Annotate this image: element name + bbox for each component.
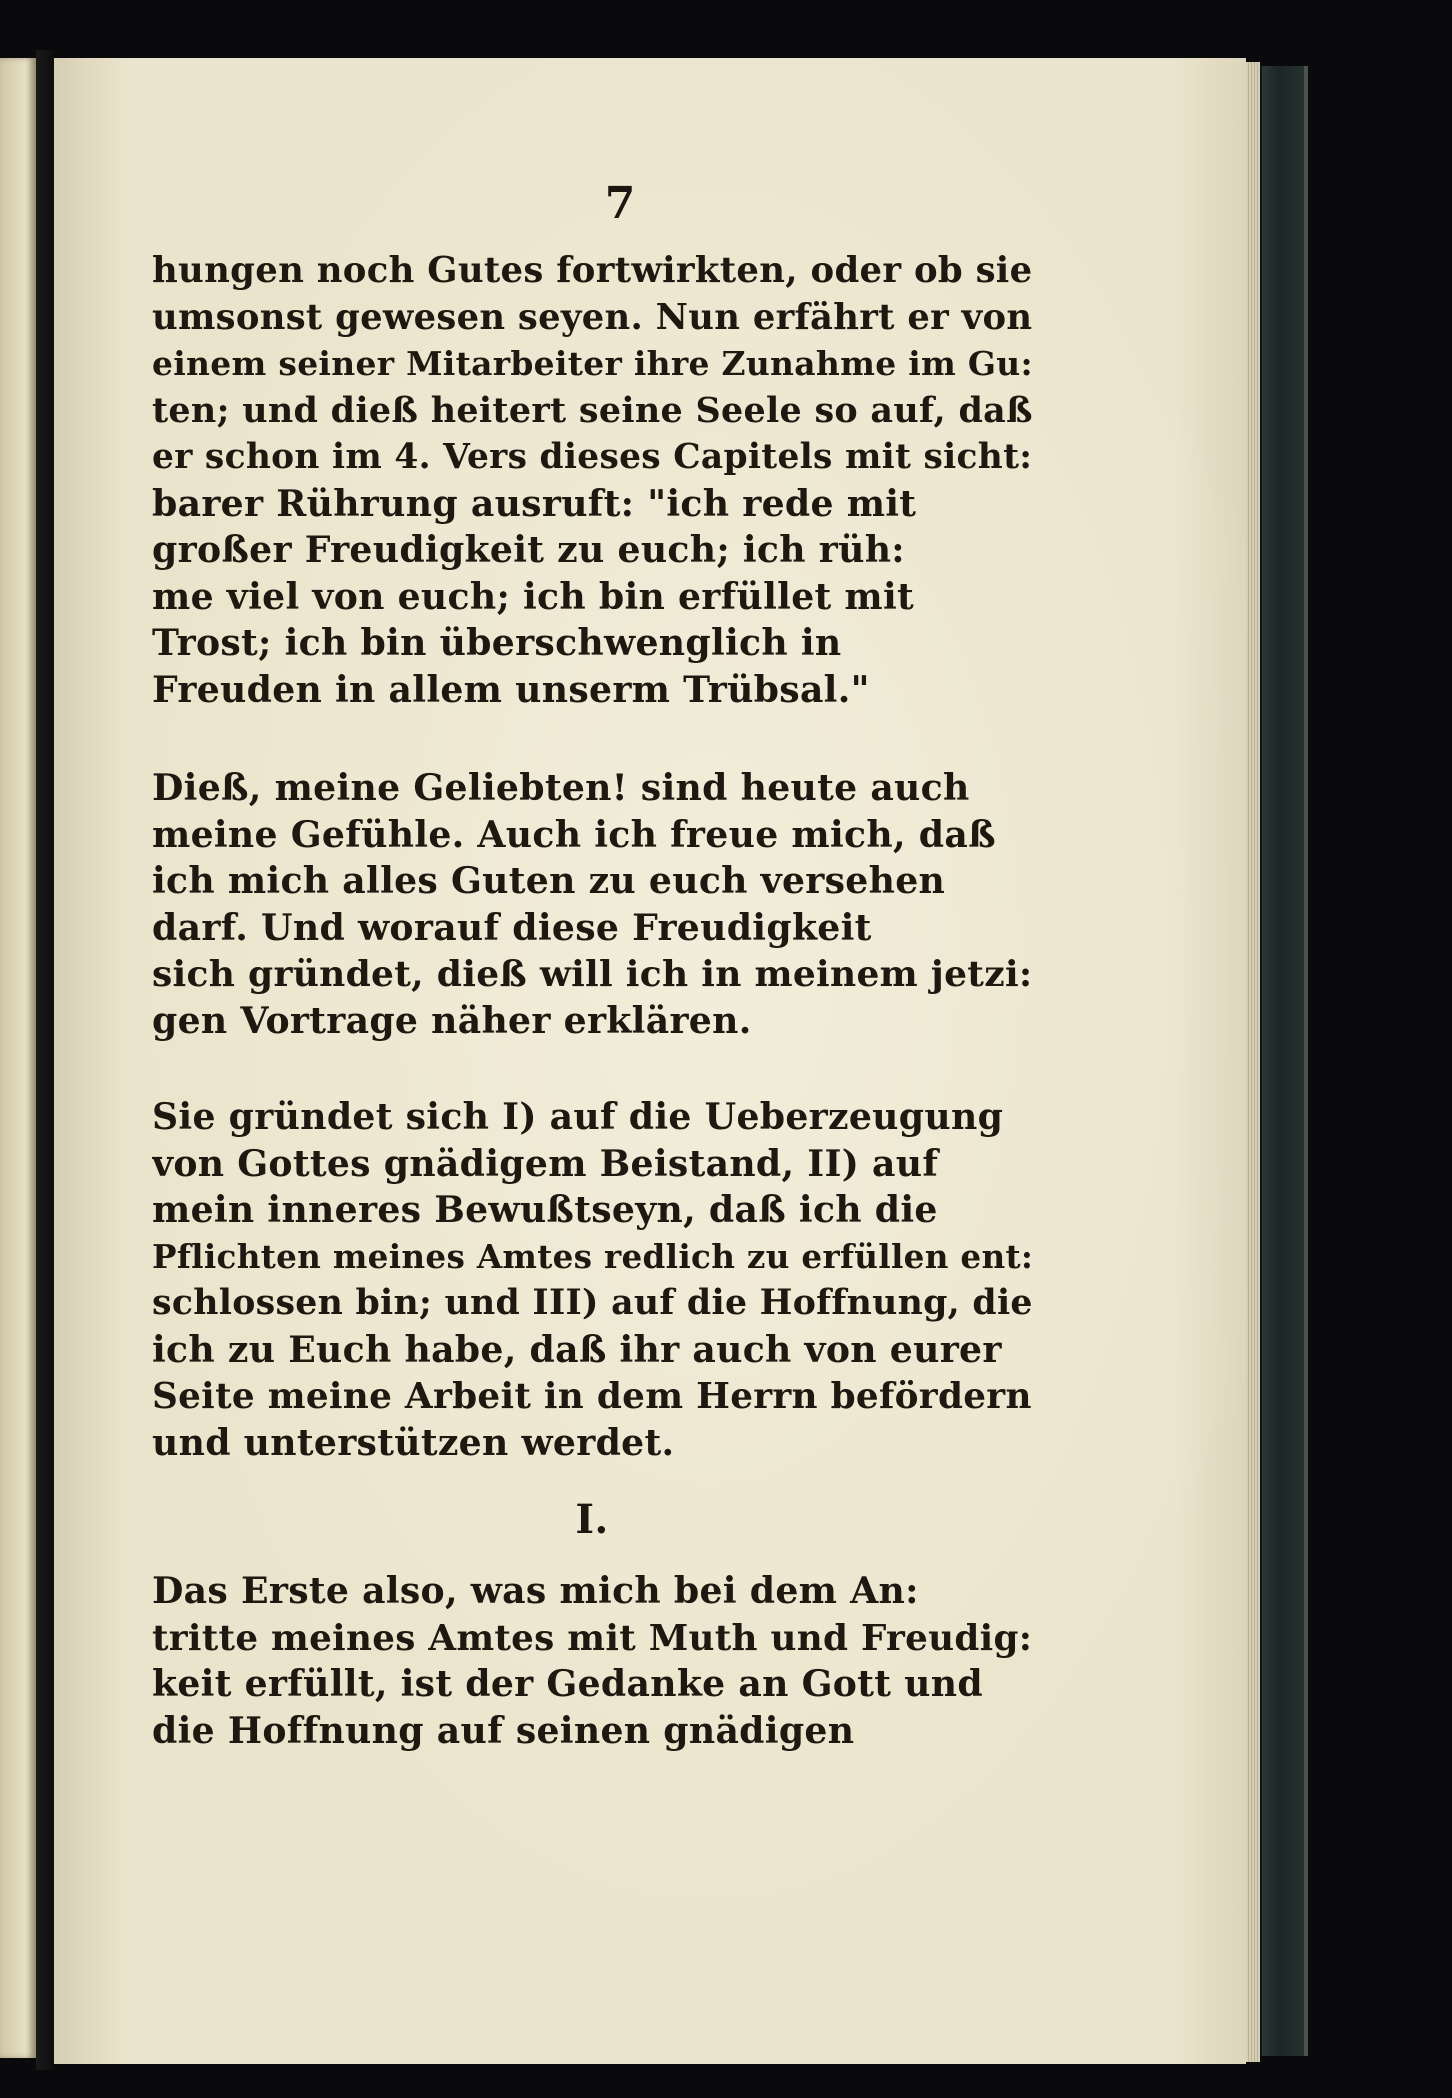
- paragraph-1: [152, 248, 1052, 713]
- text-line: keit erfüllt, ist der Gedanke an Gott und: [152, 1662, 983, 1705]
- text-line: Das Erste also, was mich bei dem An:: [152, 1569, 919, 1612]
- paragraph-gap: [152, 713, 1052, 737]
- text-line: hungen noch Gutes fortwirkten, oder ob sie: [152, 250, 1033, 291]
- text-line: meine Gefühle. Auch ich freue mich, daß: [152, 812, 996, 856]
- text-line: schlossen bin; und III) auf die Hoffnung, die: [152, 1282, 1033, 1323]
- text-line: mein inneres Bewußtseyn, daß ich die: [152, 1188, 938, 1231]
- text-line: barer Rührung ausruft: "ich rede mit: [152, 481, 917, 525]
- book-page: [54, 58, 1246, 2064]
- page-number: 7: [604, 178, 636, 229]
- text-line: die Hoffnung auf seinen gnädigen: [152, 1708, 855, 1752]
- text-line: umsonst gewesen seyen. Nun erfährt er von: [152, 296, 1033, 338]
- text-line: Seite meine Arbeit in dem Herrn befördern: [152, 1375, 1032, 1417]
- text-line: ich zu Euch habe, daß ihr auch von eurer: [152, 1327, 1002, 1371]
- book-gutter: [36, 50, 54, 2070]
- text-line: Freuden in allem unserm Trübsal.": [152, 667, 870, 711]
- section-heading: I.: [575, 1496, 609, 1543]
- text-line: tritte meines Amtes mit Muth und Freudig:: [152, 1616, 1033, 1659]
- text-line: Dieß, meine Geliebten! sind heute auch: [152, 766, 970, 809]
- book-cover: [1260, 66, 1306, 2056]
- paragraph-2: [152, 765, 1052, 1044]
- page-body: [152, 248, 1052, 1754]
- text-line: er schon im 4. Vers dieses Capitels mit sicht:: [152, 437, 1033, 477]
- text-line: großer Freudigkeit zu euch; ich rüh:: [152, 528, 905, 571]
- paragraph-3: [152, 1094, 1052, 1466]
- text-line: von Gottes gnädigem Beistand, II) auf: [152, 1141, 939, 1185]
- paragraph-4: [152, 1568, 1052, 1754]
- cover-edge: [1304, 66, 1308, 2056]
- text-line: me viel von euch; ich bin erfüllet mit: [152, 574, 915, 618]
- text-line: Pflichten meines Amtes redlich zu erfüllen ent:: [152, 1236, 1034, 1276]
- page-stack-edge: [1246, 62, 1260, 2062]
- text-line: Sie gründet sich I) auf die Ueberzeugung: [152, 1095, 1004, 1138]
- text-line: Trost; ich bin überschwenglich in: [152, 621, 842, 664]
- text-line: gen Vortrage näher erklären.: [152, 998, 752, 1042]
- text-line: sich gründet, dieß will ich in meinem jetzi:: [152, 953, 1033, 995]
- text-line: ich mich alles Guten zu euch versehen: [152, 859, 946, 902]
- text-line: und unterstützen werdet.: [152, 1420, 675, 1464]
- paragraph-gap: [152, 1044, 1052, 1068]
- facing-page-edge: [0, 58, 36, 2058]
- text-line: darf. Und worauf diese Freudigkeit: [152, 905, 872, 949]
- text-line: ten; und dieß heitert seine Seele so auf, daß: [152, 389, 1033, 431]
- text-line: einem seiner Mitarbeiter ihre Zunahme im Gu:: [152, 344, 1033, 383]
